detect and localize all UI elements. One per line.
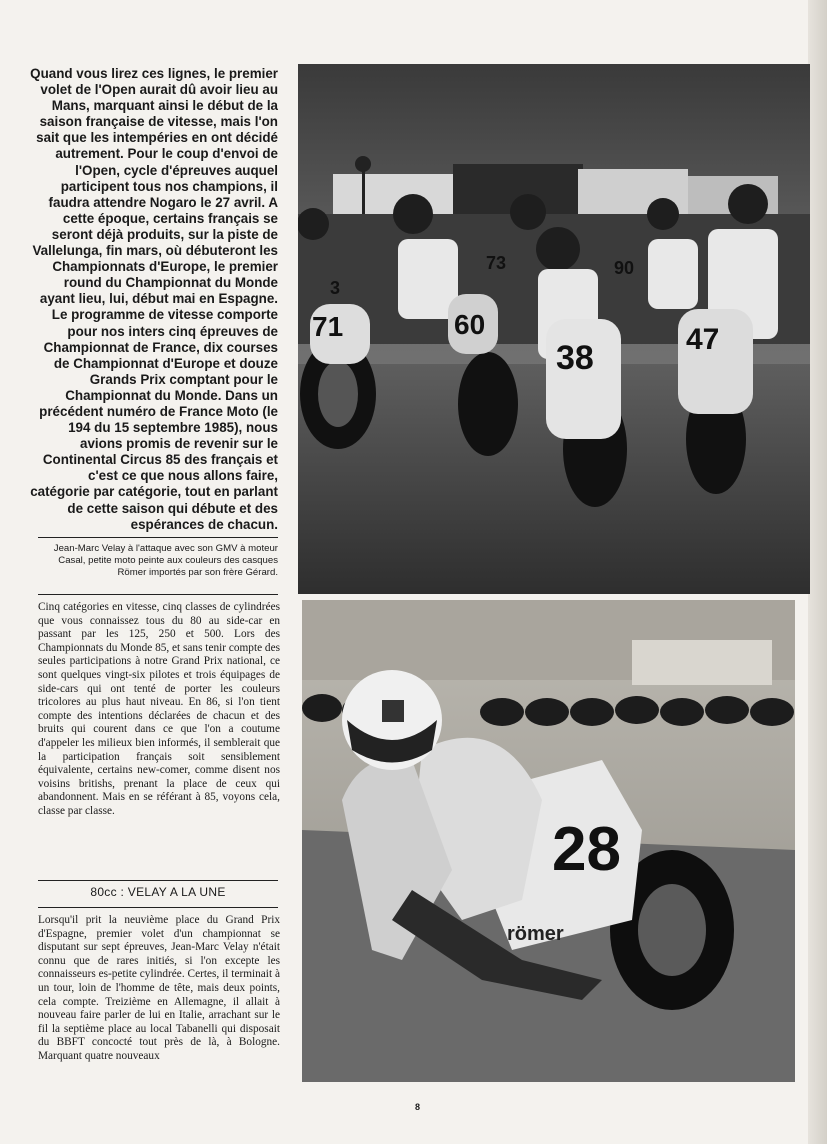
heading-rule-top <box>38 880 278 881</box>
intro-paragraph: Quand vous lirez ces lignes, le premier volet de l'Open aurait dû avoir lieu au Mans, marquant ainsi le début de la saison française de vitesse, mais l'on sait que les intempéries en ont décidé autrement. Pour le coup d'envoi de l'Open, cycle d'épreuves auquel participent tous nos champions, il faudra attendre Nogaro le 27 avril. A cette époque, certains français se seront déjà produits, sur la piste de Vallelunga, fin mars, où débuteront les Championnats d'Europe, le premier round du Championnat du Monde ayant lieu, lui, début mai en Espagne. Le programme de vitesse comporte pour nos inters cinq épreuves de Championnat de France, dix courses de Championnat d'Europe et douze Grands Prix comptant pour le Championnat du Monde. Dans un précédent numéro de France Moto (le 194 du 15 septembre 1985), nous avions promis de revenir sur le Continental Circus 85 des français et c'est ce que nous allons faire, catégorie par catégorie, tout en parlant de cette saison qui débute et des espérances de chacun. <box>30 66 278 532</box>
body-paragraph-2: Lorsqu'il prit la neuvième place du Grand Prix d'Espagne, premier volet d'un championnat se disputant sur sept épreuves, Jean-Marc Velay n'était connu que de rares initiés, si l'on excepte les connaisseurs es-petite cylindrée. Certes, il terminait à un tour, loin de l'homme de tête, mais deux points, cela compte. Treizième en Allemagne, il allait à nouveau faire parler de lui en Italie, arrachant sur le fil la septième place au local Tabanelli qui disposait du BBFT concocté tout près de là, à Bologne. Marquant quatre nouveaux <box>38 914 280 1062</box>
bike-number: 60 <box>454 309 486 340</box>
body-paragraph-1: Cinq catégories en vitesse, cinq classes de cylindrées que vous connaissez tous du 80 au side-car en passant par les 125, 250 et 500. Lors des Championnats du Monde 85, et sans tenir compte des seules participations à notre Grand Prix national, ce sont quelques vingt-six pilotes et trois équipages de side-cars qui ont tenté de porter les couleurs tricolores au plus haut niveau. En 86, si l'on tient compte des intentions déclarées de chacun et des bruits qui courent dans ce que l'on a coutume d'appeler les milieux bien informés, il semblerait que la participation français soit sensiblement équivalente, certains new-comer, comme disent nos voisins britishs, prenant la place de ceux qui abandonnent. Mais en se référant à 85, voyons cela, classe par classe. <box>38 601 280 817</box>
rider-photo <box>302 600 795 1082</box>
section-heading: 80cc : VELAY A LA UNE <box>90 885 226 899</box>
caption-rule-bottom <box>38 594 278 595</box>
page-number: 8 <box>415 1102 421 1112</box>
bike-number: 47 <box>686 323 720 356</box>
bike-number: 38 <box>556 339 594 377</box>
fairing-logo-text: römer <box>507 923 564 945</box>
photo-caption: Jean-Marc Velay à l'attaque avec son GMV à moteur Casal, petite moto peinte aux couleurs des casques Römer importés par son frère Gérard. <box>53 543 278 578</box>
bike-number: 90 <box>614 258 635 278</box>
bike-number: 71 <box>312 311 344 342</box>
bike-number: 3 <box>330 278 341 298</box>
bike-number: 73 <box>486 253 507 273</box>
bike-number: 28 <box>552 815 621 884</box>
page-edge <box>808 0 827 1144</box>
heading-rule-bottom <box>38 907 278 908</box>
caption-rule-top <box>38 537 278 538</box>
grid-photo <box>298 64 810 594</box>
